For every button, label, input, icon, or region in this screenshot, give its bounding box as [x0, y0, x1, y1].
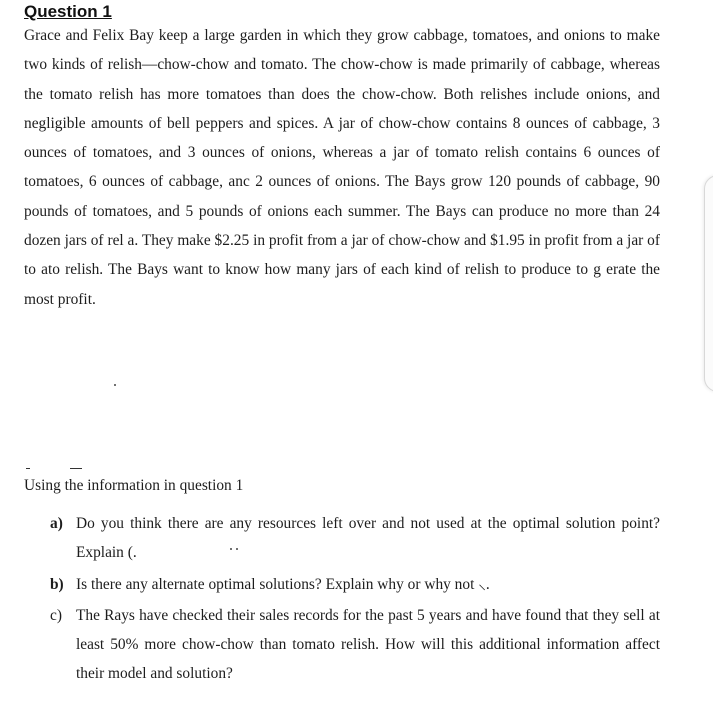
question-marker: a)	[50, 515, 63, 532]
question-text: Is there any alternate optimal solutions? Explain why or why not ⸜.	[76, 575, 490, 593]
followup-question-a	[24, 509, 660, 568]
stray-dot	[236, 548, 238, 550]
followup-intro: Using the information in question 1	[24, 477, 244, 494]
stray-dot	[114, 384, 116, 386]
followup-question-b	[24, 570, 660, 599]
question-marker: c)	[50, 606, 62, 624]
question-text: Do you think there are any resources left over and not used at the optimal solution point? Explain (.	[76, 515, 660, 562]
side-scroll-handle[interactable]	[704, 175, 713, 392]
stray-dot	[230, 548, 232, 550]
stray-mark	[26, 468, 30, 469]
stray-mark	[70, 468, 82, 469]
question-title: Question 1	[24, 2, 112, 21]
question-marker: b)	[50, 575, 64, 593]
followup-question-c	[24, 601, 660, 689]
question-body: Grace and Felix Bay keep a large garden in which they grow cabbage, tomatoes, and onions to make two kinds of relish—chow-chow and tomato. The chow-chow is made primarily of cabbage, whereas the tomato relish has more tomatoes than does the chow-chow. Both relishes include onions, and negligible amounts of bell peppers and spices. A jar of chow-chow contains 8 ounces of cabbage, 3 ounces of tomatoes, and 3 ounces of onions, whereas a jar of tomato relish contains 6 ounces of tomatoes, 6 ounces of cabbage, anc 2 ounces of onions. The Bays grow 120 pounds of cabbage, 90 pounds of tomatoes, and 5 pounds of onions each summer. The Bays can produce no more than 24 dozen jars of rel a. They make $2.25 in profit from a jar of chow-chow and $1.95 in profit from a jar of to ato relish. The Bays want to know how many jars of each kind of relish to produce to g erate the most profit.	[24, 27, 660, 308]
followup-question-list	[24, 509, 660, 689]
question-text: The Rays have checked their sales records for the past 5 years and have found that they sell at least 50% more chow-chow than tomato relish. How will this additional information affect their model and solution?	[76, 606, 660, 683]
